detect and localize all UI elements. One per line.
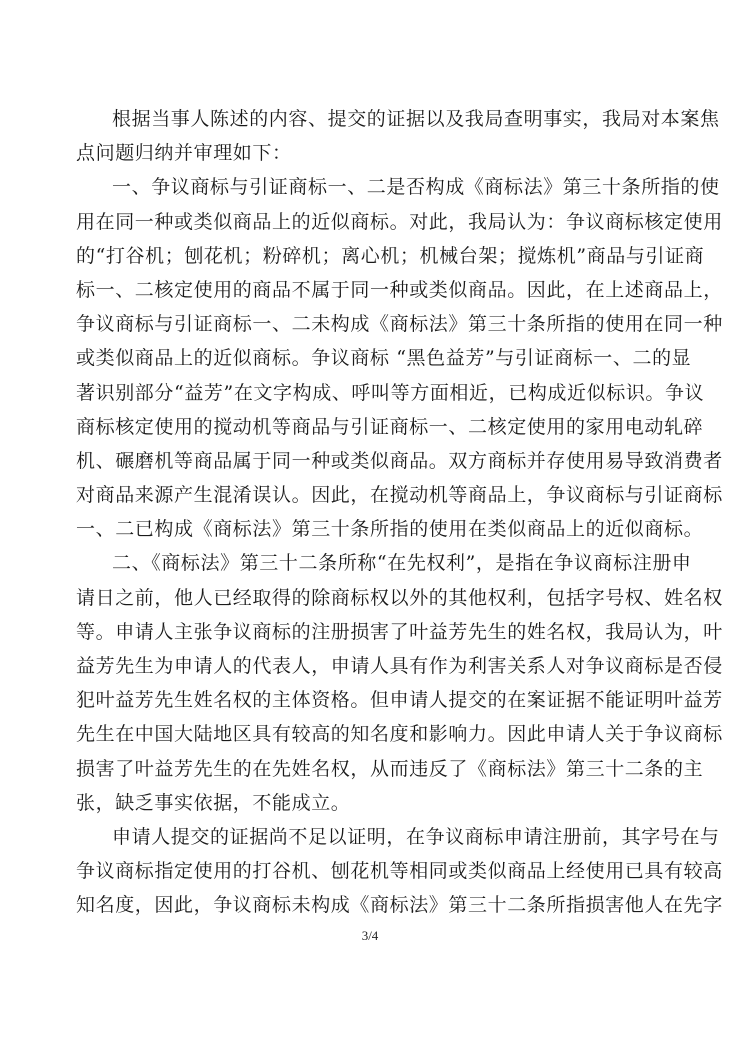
text-line: 标一、二核定使用的商品不属于同一种或类似商品。因此，在上述商品上， — [76, 278, 723, 301]
text-line: 用在同一种或类似商品上的近似商标。对此，我局认为：争议商标核定使用 — [76, 210, 723, 233]
text-line: 等。申请人主张争议商标的注册损害了叶益芳先生的姓名权，我局认为，叶 — [76, 620, 723, 643]
text-line: 商标核定使用的搅动机等商品与引证商标一、二核定使用的家用电动轧碎 — [76, 415, 704, 438]
text-line: 张，缺乏事实依据，不能成立。 — [76, 791, 351, 814]
text-line: 请日之前，他人已经取得的除商标权以外的其他权利，包括字号权、姓名权 — [76, 586, 723, 609]
text-line: 先生在中国大陆地区具有较高的知名度和影响力。因此申请人关于争议商标 — [76, 723, 723, 746]
text-line: 益芳先生为申请人的代表人，申请人具有作为利害关系人对争议商标是否侵 — [76, 655, 723, 677]
text-line: 或类似商品上的近似商标。争议商标 “黑色益芳”与引证商标一、二的显 — [76, 347, 692, 370]
text-line: 的“打谷机；刨花机；粉碎机；离心机；机械台架；搅炼机”商品与引证商 — [76, 244, 705, 267]
text-line: 对商品来源产生混淆误认。因此，在搅动机等商品上，争议商标与引证商标 — [76, 484, 723, 507]
text-line: 二、《商标法》第三十二条所称“在先权利”，是指在争议商标注册申 — [112, 552, 692, 575]
body-text — [76, 102, 723, 923]
text-line: 一、争议商标与引证商标一、二是否构成《商标法》第三十条所指的使 — [112, 176, 720, 199]
text-line: 根据当事人陈述的内容、提交的证据以及我局查明事实，我局对本案焦 — [112, 108, 720, 130]
text-line: 著识别部分“益芳”在文字构成、呼叫等方面相近，已构成近似标识。争议 — [76, 381, 705, 404]
text-line: 一、二已构成《商标法》第三十条所指的使用在类似商品上的近似商标。 — [76, 518, 704, 541]
text-line: 机、碾磨机等商品属于同一种或类似商品。双方商标并存使用易导致消费者 — [76, 449, 723, 472]
text-line: 犯叶益芳先生姓名权的主体资格。但申请人提交的在案证据不能证明叶益芳 — [76, 689, 723, 712]
text-line: 申请人提交的证据尚不足以证明，在争议商标申请注册前，其字号在与 — [112, 825, 720, 848]
page-number: 3/4 — [361, 928, 379, 943]
text-line: 争议商标指定使用的打谷机、刨花机等相同或类似商品上经使用已具有较高 — [76, 860, 723, 883]
text-line: 点问题归纳并审理如下： — [76, 142, 292, 165]
text-line: 争议商标与引证商标一、二未构成《商标法》第三十条所指的使用在同一种 — [76, 313, 723, 336]
text-line: 知名度，因此，争议商标未构成《商标法》第三十二条所指损害他人在先字 — [76, 894, 723, 917]
text-line: 损害了叶益芳先生的在先姓名权，从而违反了《商标法》第三十二条的主 — [76, 757, 704, 780]
